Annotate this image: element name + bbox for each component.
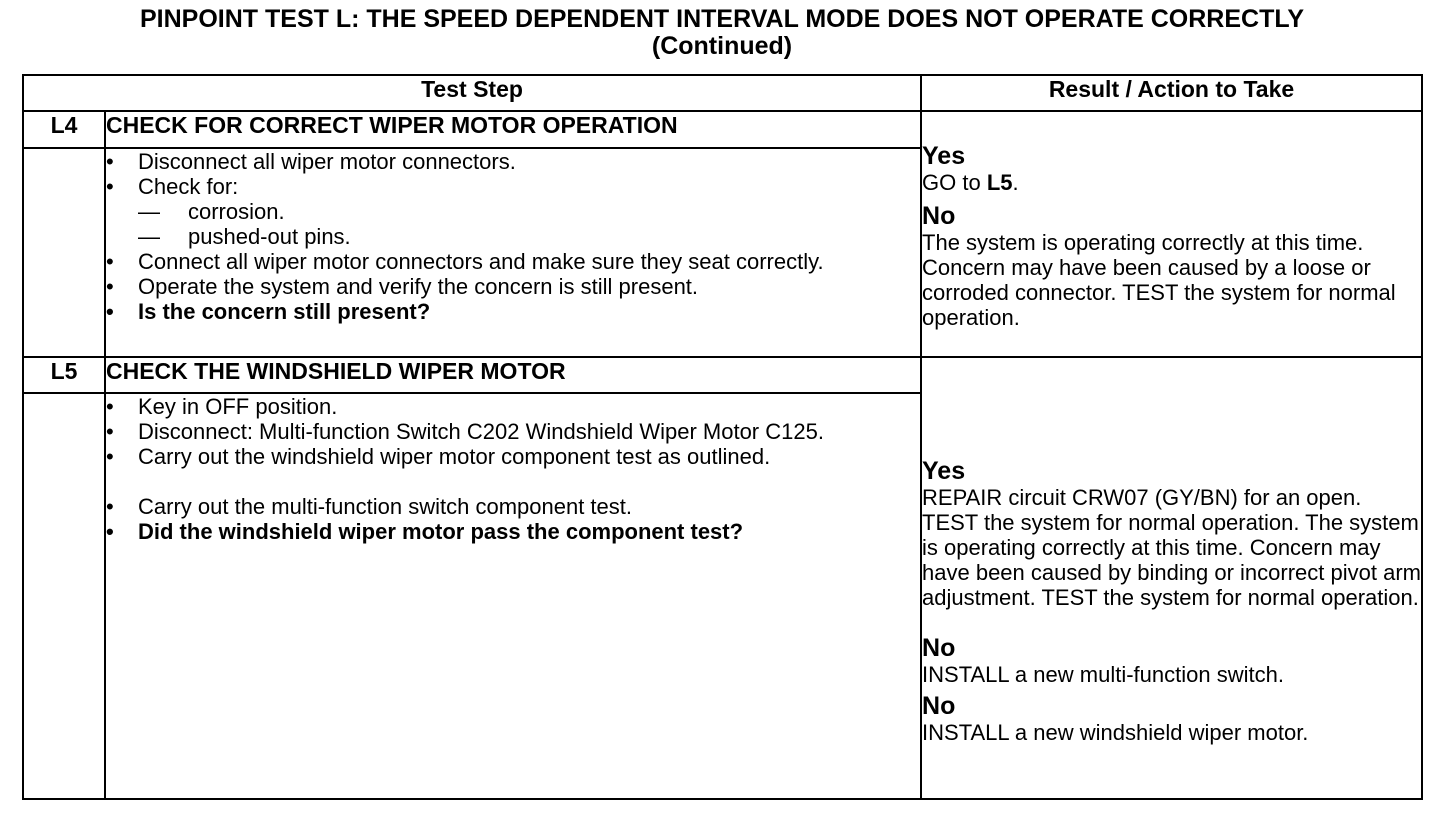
dash-icon: — — [138, 198, 160, 224]
list-item — [106, 394, 920, 419]
list-item — [106, 249, 920, 274]
result-label: No — [922, 634, 956, 662]
result-label: Yes — [922, 457, 966, 485]
result-text: REPAIR circuit CRW07 (GY/BN) for an open. TEST the system for normal operation. The system is operating correctly at this time. Concern may have been caused by binding or incorrect pivot arm adjustment. TEST the system for normal operation. — [922, 485, 1421, 610]
title-line: PINPOINT TEST L: THE SPEED DEPENDENT INTERVAL MODE DOES NOT OPERATE CORRECTLY — [139, 5, 1304, 33]
result-text: INSTALL a new multi-function switch. — [922, 662, 1284, 687]
result-label: No — [922, 201, 956, 230]
pinpoint-test-table — [22, 74, 1423, 800]
bullet-icon: • — [106, 248, 114, 274]
step-link-l5: L5 — [986, 169, 1013, 195]
result-label: Yes — [922, 141, 966, 170]
instruction-list — [106, 149, 920, 324]
step-l5-result — [921, 357, 1422, 799]
result-no — [922, 693, 1421, 745]
table-header-row — [23, 75, 1422, 111]
list-item-question — [106, 299, 920, 324]
list-item — [106, 149, 920, 174]
step-title: CHECK THE WINDSHIELD WIPER MOTOR — [105, 357, 921, 393]
sub-list-item — [106, 224, 920, 249]
result-text: The system is operating correctly at this time. Concern may have been caused by a loose or corroded connector. TEST the system for normal operation. — [922, 229, 1396, 330]
list-item-text: pushed-out pins. — [188, 223, 351, 249]
result-no — [922, 203, 1421, 330]
list-item — [106, 494, 920, 519]
document-title — [0, 6, 1444, 60]
step-l4-title-row — [23, 111, 1422, 148]
step-id: L5 — [23, 357, 105, 393]
bullet-icon: • — [106, 394, 114, 420]
header-test-step: Test Step — [23, 75, 921, 111]
step-id: L4 — [23, 111, 105, 148]
list-item-text: Is the concern still present? — [138, 298, 431, 324]
list-item — [106, 419, 920, 444]
header-result-action: Result / Action to Take — [921, 75, 1422, 111]
list-item-text: Connect all wiper motor connectors and make sure they seat correctly. — [138, 248, 824, 274]
step-id-blank — [23, 148, 105, 357]
step-id-blank — [23, 393, 105, 799]
list-item-text: Disconnect all wiper motor connectors. — [138, 148, 516, 174]
result-label: No — [922, 692, 956, 720]
step-title: CHECK FOR CORRECT WIPER MOTOR OPERATION — [105, 111, 921, 148]
bullet-icon: • — [106, 148, 114, 174]
result-text — [922, 170, 1421, 195]
instruction-list — [106, 394, 920, 544]
title-continued: (Continued) — [651, 32, 793, 60]
result-text-pre: GO to — [922, 169, 987, 195]
list-item — [106, 444, 920, 469]
dash-icon: — — [138, 223, 160, 249]
bullet-icon: • — [106, 419, 114, 445]
list-item — [106, 174, 920, 199]
list-item — [106, 274, 920, 299]
step-l5-instructions — [105, 393, 921, 799]
result-yes — [922, 358, 1421, 610]
bullet-icon: • — [106, 494, 114, 520]
list-item-text: Did the windshield wiper motor pass the component test? — [138, 519, 744, 545]
step-l4-instructions — [105, 148, 921, 357]
list-item-text: Disconnect: Multi-function Switch C202 Windshield Wiper Motor C125. — [138, 419, 824, 445]
step-l4-result — [921, 111, 1422, 357]
bullet-icon: • — [106, 298, 114, 324]
list-item-text: Key in OFF position. — [138, 394, 338, 420]
list-item-text: corrosion. — [188, 198, 285, 224]
list-item-text: Operate the system and verify the concern is still present. — [138, 273, 699, 299]
result-text-post: . — [1012, 169, 1019, 195]
result-text: INSTALL a new windshield wiper motor. — [922, 720, 1309, 745]
list-item-question — [106, 519, 920, 544]
list-item-text: Carry out the multi-function switch component test. — [138, 494, 632, 520]
bullet-icon: • — [106, 444, 114, 470]
bullet-icon: • — [106, 519, 114, 545]
sub-list-item — [106, 199, 920, 224]
result-no — [922, 635, 1421, 687]
result-yes — [922, 139, 1421, 195]
list-item-text: Carry out the windshield wiper motor component test as outlined. — [138, 444, 771, 470]
bullet-icon: • — [106, 273, 114, 299]
step-l5-title-row — [23, 357, 1422, 393]
bullet-icon: • — [106, 173, 114, 199]
list-item-text: Check for: — [138, 173, 239, 199]
